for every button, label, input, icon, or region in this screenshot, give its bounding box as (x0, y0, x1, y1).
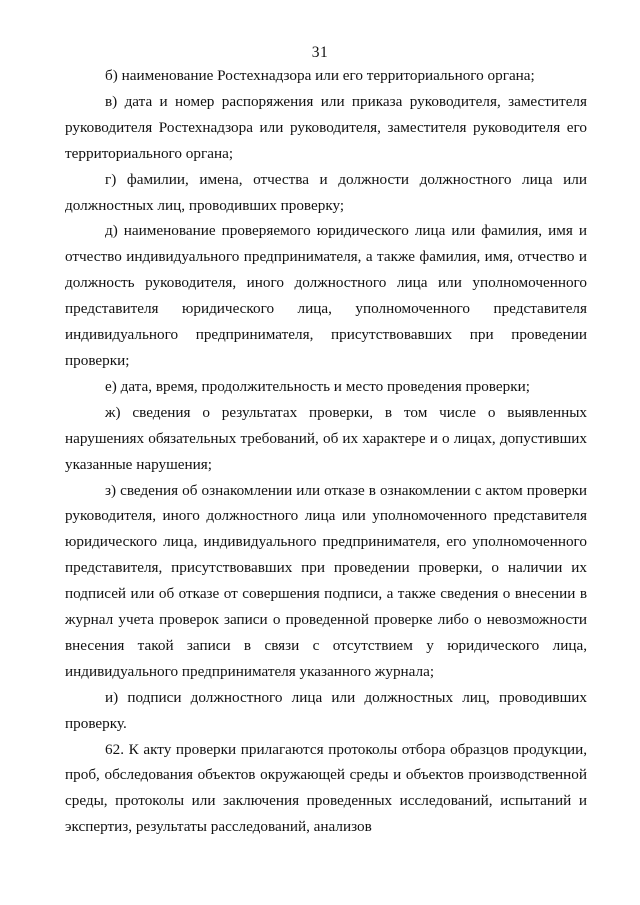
paragraph-62: 62. К акту проверки прилагаются протоколы отбора образцов продукции, проб, обследования объектов окружающей среды и объектов производственной среды, протоколы или заключения проведенных исследований, испытаний и экспертиз, результаты расследований, анализов (65, 740, 587, 836)
paragraph-zh: ж) сведения о результатах проверки, в том числе о выявленных нарушениях обязательных требований, об их характере и о лицах, допустивших указанные нарушения; (65, 403, 587, 473)
paragraph-g: г) фамилии, имена, отчества и должности должностного лица или должностных лиц, проводивших проверку; (65, 170, 587, 214)
paragraph-b: б) наименование Ростехнадзора или его территориального органа; (105, 67, 535, 84)
page-number: 31 (311, 44, 329, 61)
paragraph-v: в) дата и номер распоряжения или приказа руководителя, заместителя руководителя Ростехнадзора или руководителя, заместителя руководителя его территориального органа; (65, 92, 587, 162)
paragraph-d: д) наименование проверяемого юридического лица или фамилия, имя и отчество индивидуального предпринимателя, а также фамилия, имя, отчество и должность руководителя, иного должностного лица или уполномоченного представителя юридического лица, уполномоченного представителя индивидуального предпринимателя, присутствовавших при проведении проверки; (65, 222, 587, 369)
paragraph-i: и) подписи должностного лица или должностных лиц, проводивших проверку. (65, 688, 587, 732)
document-body (65, 63, 587, 840)
paragraph-z: з) сведения об ознакомлении или отказе в ознакомлении с актом проверки руководителя, иного должностного лица или уполномоченного представителя юридического лица, индивидуального предпринимателя, его уполномоченного представителя, присутствовавших при проведении проверки, о наличии их подписей или об отказе от совершения подписи, а также сведения о внесении в журнал учета проверок записи о проведенной проверке либо о невозможности внесения такой записи в связи с отсутствием у юридического лица, индивидуального предпринимателя указанного журнала; (65, 481, 587, 680)
paragraph-e: е) дата, время, продолжительность и место проведения проверки; (105, 377, 530, 395)
